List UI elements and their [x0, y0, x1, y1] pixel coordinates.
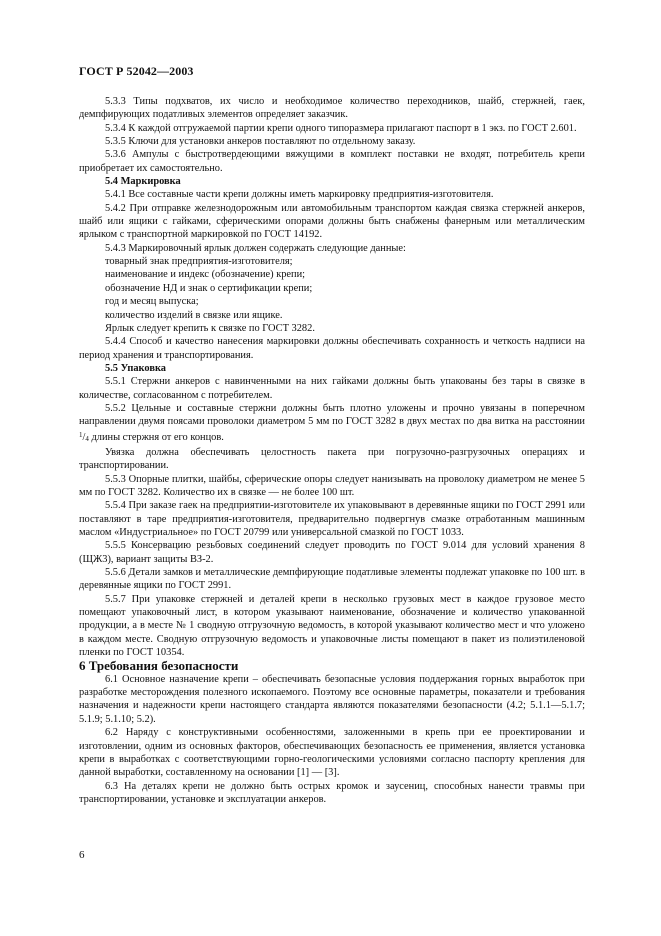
paragraph-5-4-3: 5.4.3 Маркировочный ярлык должен содержать следующие данные: [105, 242, 406, 254]
list-item: количество изделий в связке или ящике. [105, 309, 283, 321]
list-item: обозначение НД и знак о сертификации крепи; [105, 282, 313, 294]
label-note: Ярлык следует крепить к связке по ГОСТ 3282. [105, 322, 315, 334]
paragraph-5-5-2-note: Увязка должна обеспечивать целостность пакета при погрузочно-разгрузочных операциях и транспортировании. [79, 446, 585, 472]
list-item: наименование и индекс (обозначение) крепи; [105, 269, 306, 281]
paragraph-5-4-1: 5.4.1 Все составные части крепи должны иметь маркировку предприятия-изготовителя. [105, 189, 494, 201]
fraction-denominator: 4 [85, 434, 89, 443]
paragraph-5-5-1: 5.5.1 Стержни анкеров с навинченными на них гайками должны быть упакованы без тары в связке в количестве, согласованном с потребителем. [79, 376, 585, 401]
list-item: год и месяц выпуска; [105, 296, 199, 308]
section-heading-6: 6 Требования безопасности [79, 658, 239, 674]
document-header: ГОСТ Р 52042—2003 [79, 64, 194, 78]
document-body [79, 95, 585, 806]
paragraph-5-3-3: 5.3.3 Типы подхватов, их число и необходимое количество переходников, шайб, стержней, гаек, демпфирующих податливых элементов определяет заказчик. [79, 96, 585, 121]
list-item: товарный знак предприятия-изготовителя; [105, 256, 293, 268]
paragraph-6-1: 6.1 Основное назначение крепи – обеспечивать безопасные условия поддержания горных выработок при разработке месторождения полезного ископаемого. Поэтому все основные параметры, показатели и требования назначения и надежности крепи настоящего стандарта являются показателями безопасности (4.2; 5.1.1—5.1.7; 5.1.9; 5.1.10; 5.2). [79, 673, 585, 725]
paragraph-5-5-2-text-a: 5.5.2 Цельные и составные стержни должны быть плотно уложены и прочно увязаны в поперечном направлении двумя поясами проволоки диаметром 5 мм по ГОСТ 3282 в двух местах по два витка на расстоянии [79, 402, 585, 428]
paragraph-5-4-4: 5.4.4 Способ и качество нанесения маркировки должны обеспечивать сохранность и четкость надписи на период хранения и транспортирования. [79, 336, 585, 361]
paragraph-6-2: 6.2 Наряду с конструктивными особенностями, заложенными в крепь при ее проектировании и изготовлении, одним из основных факторов, обеспечивающих безопасность ее применения, является установка крепи в выработках с соответствующими горно-геологическими условиями согласно паспорту крепления для данной выработки, составленному на основании [1] — [3]. [79, 727, 585, 779]
page-number: 6 [79, 849, 85, 861]
paragraph-5-5-7: 5.5.7 При упаковке стержней и деталей крепи в несколько грузовых мест в каждое грузовое место помещают упаковочный лист, в котором указывают наименование, обозначение и количество упакованной продукции, а в месте № 1 сводную отгрузочную ведомость, в которой указывают количество мест и что уложено в каждом месте. Сводную отгрузочную ведомость и упаковочные листы помещают в пакет из полиэтиленовой пленки по ГОСТ 10354. [79, 593, 585, 659]
section-heading-5-5: 5.5 Упаковка [105, 362, 166, 374]
paragraph-5-3-5: 5.3.5 Ключи для установки анкеров поставляют по отдельному заказу. [105, 136, 416, 148]
fraction-numerator: 1 [79, 430, 83, 439]
paragraph-5-5-2: 5.5.2 Цельные и составные стержни должны быть плотно уложены и прочно увязаны в поперечном направлении двумя поясами проволоки диаметром 5 мм по ГОСТ 3282 в двух местах по два витка на расстоянии $^1$/4 длины стержня от его концов. [79, 402, 585, 443]
paragraph-6-3: 6.3 На деталях крепи не должно быть острых кромок и заусениц, способных нанести травмы при транспортировании, установке и эксплуатации анкеров. [79, 780, 585, 805]
paragraph-5-5-3: 5.5.3 Опорные плитки, шайбы, сферические опоры следует нанизывать на проволоку диаметром не менее 5 мм по ГОСТ 3282. Количество их в связке — не более 100 шт. [79, 473, 585, 498]
paragraph-5-3-4: 5.3.4 К каждой отгружаемой партии крепи одного типоразмера прилагают паспорт в 1 экз. по ГОСТ 2.601. [105, 122, 577, 134]
paragraph-5-5-2-text-b: длины стержня от его концов. [88, 431, 224, 443]
paragraph-5-3-6: 5.3.6 Ампулы с быстротвердеющими вяжущими в комплект поставки не входят, потребитель крепи приобретает их самостоятельно. [79, 149, 585, 174]
paragraph-5-5-4: 5.5.4 При заказе гаек на предприятии-изготовителе их упаковывают в деревянные ящики по ГОСТ 2991 или поставляют в таре предприятия-изготовителя, предварительно подвергнув смазке отработанным машинным маслом «Индустриальное» по ГОСТ 20799 или универсальной смазкой по ГОСТ 1033. [79, 500, 585, 538]
paragraph-5-5-6: 5.5.6 Детали замков и металлические демпфирующие податливые элементы подлежат упаковке по 100 шт. в деревянные ящики по ГОСТ 2991. [79, 567, 585, 592]
paragraph-5-4-2: 5.4.2 При отправке железнодорожным или автомобильным транспортом каждая связка стержней анкеров, шайб или ящики с гайками, сферическими опорами должны быть снабжены фанерным или металлическим ярлыком с транспортной маркировкой по ГОСТ 14192. [79, 202, 585, 241]
section-heading-5-4: 5.4 Маркировка [105, 176, 181, 188]
paragraph-5-5-5: 5.5.5 Консервацию резьбовых соединений следует проводить по ГОСТ 9.014 для условий хранения 8 (ЩЖ3), вариант защиты ВЗ-2. [79, 540, 585, 565]
